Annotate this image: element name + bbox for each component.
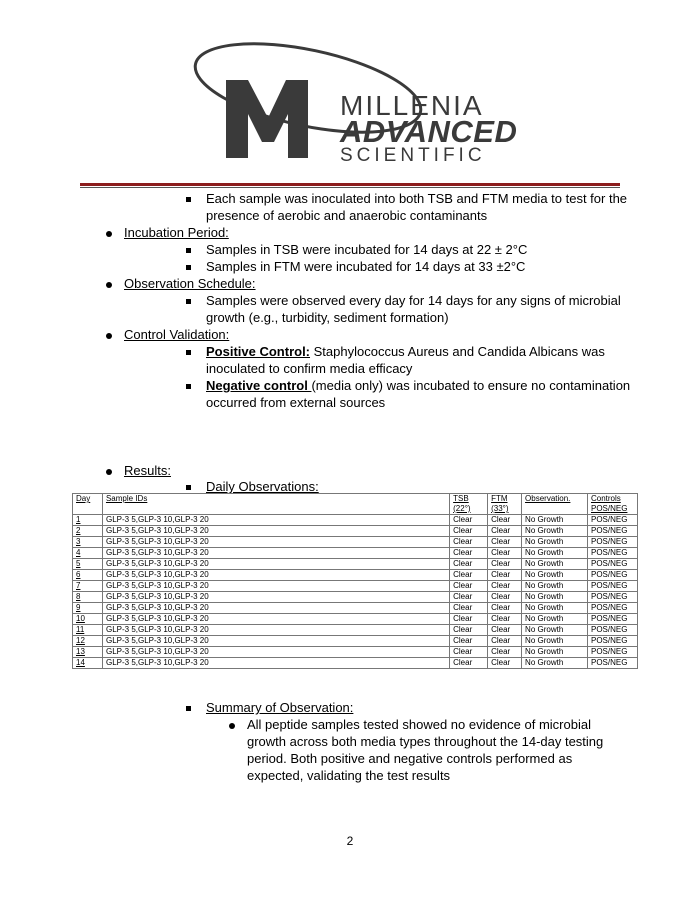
table-row <box>73 636 638 647</box>
cell-day: 9 <box>73 603 103 614</box>
cell-day: 2 <box>73 526 103 537</box>
cell-observation: No Growth <box>522 537 588 548</box>
cell-sample-ids: GLP-3 5,GLP-3 10,GLP-3 20 <box>102 515 449 526</box>
control-validation-heading: Control Validation: <box>124 327 230 342</box>
cell-tsb: Clear <box>450 592 488 603</box>
cell-tsb: Clear <box>450 636 488 647</box>
cell-sample-ids: GLP-3 5,GLP-3 10,GLP-3 20 <box>102 614 449 625</box>
cell-day: 12 <box>73 636 103 647</box>
cell-observation: No Growth <box>522 581 588 592</box>
cell-controls: POS/NEG <box>587 614 637 625</box>
observation-schedule-line-1: Samples were observed every day for 14 days for any signs of microbial <box>206 293 621 308</box>
table-row <box>73 526 638 537</box>
cell-day: 13 <box>73 647 103 658</box>
cell-ftm: Clear <box>488 625 522 636</box>
negative-control-line-2: occurred from external sources <box>206 395 386 410</box>
page-number: 2 <box>346 834 354 848</box>
square-bullet-icon <box>186 197 191 202</box>
summary-line-3: period. Both positive and negative controls performed as <box>247 751 573 766</box>
cell-controls: POS/NEG <box>587 537 637 548</box>
cell-sample-ids: GLP-3 5,GLP-3 10,GLP-3 20 <box>102 636 449 647</box>
logo-text-advanced: ADVANCED <box>340 114 518 149</box>
cell-ftm: Clear <box>488 581 522 592</box>
negative-control-text: (media only) was incubated to ensure no contamination <box>311 378 631 393</box>
cell-day: 3 <box>73 537 103 548</box>
incubation-item-ftm: Samples in FTM were incubated for 14 days at 33 ±2°C <box>206 259 526 274</box>
header-sample-ids: Sample IDs <box>102 494 449 515</box>
cell-ftm: Clear <box>488 526 522 537</box>
cell-day: 10 <box>73 614 103 625</box>
cell-controls: POS/NEG <box>587 603 637 614</box>
cell-controls: POS/NEG <box>587 581 637 592</box>
logo-text-scientific: SCIENTIFIC <box>340 145 486 166</box>
cell-controls: POS/NEG <box>587 515 637 526</box>
cell-observation: No Growth <box>522 614 588 625</box>
cell-day: 1 <box>73 515 103 526</box>
cell-ftm: Clear <box>488 658 522 669</box>
header-tsb: TSB (22°) <box>450 494 488 515</box>
cell-controls: POS/NEG <box>587 570 637 581</box>
cell-day: 7 <box>73 581 103 592</box>
round-bullet-icon <box>106 231 112 237</box>
header-divider <box>80 183 620 186</box>
square-bullet-icon <box>186 706 191 711</box>
header-day: Day <box>73 494 103 515</box>
cell-ftm: Clear <box>488 570 522 581</box>
cell-tsb: Clear <box>450 526 488 537</box>
cell-sample-ids: GLP-3 5,GLP-3 10,GLP-3 20 <box>102 592 449 603</box>
cell-day: 14 <box>73 658 103 669</box>
cell-tsb: Clear <box>450 537 488 548</box>
cell-controls: POS/NEG <box>587 625 637 636</box>
table-row <box>73 658 638 669</box>
table-row <box>73 614 638 625</box>
cell-sample-ids: GLP-3 5,GLP-3 10,GLP-3 20 <box>102 559 449 570</box>
cell-ftm: Clear <box>488 537 522 548</box>
header-observation: Observation. <box>522 494 588 515</box>
table-row <box>73 548 638 559</box>
cell-observation: No Growth <box>522 526 588 537</box>
header-controls: Controls POS/NEG <box>587 494 637 515</box>
cell-sample-ids: GLP-3 5,GLP-3 10,GLP-3 20 <box>102 548 449 559</box>
negative-control-label: Negative control <box>206 378 312 393</box>
cell-ftm: Clear <box>488 647 522 658</box>
square-bullet-icon <box>186 299 191 304</box>
header-divider-thin <box>80 187 620 188</box>
cell-ftm: Clear <box>488 636 522 647</box>
cell-tsb: Clear <box>450 548 488 559</box>
table-row <box>73 570 638 581</box>
header-ftm: FTM (33°) <box>488 494 522 515</box>
cell-ftm: Clear <box>488 548 522 559</box>
cell-controls: POS/NEG <box>587 526 637 537</box>
table-header-row <box>73 494 638 515</box>
cell-observation: No Growth <box>522 603 588 614</box>
cell-observation: No Growth <box>522 592 588 603</box>
cell-tsb: Clear <box>450 625 488 636</box>
cell-controls: POS/NEG <box>587 647 637 658</box>
cell-sample-ids: GLP-3 5,GLP-3 10,GLP-3 20 <box>102 581 449 592</box>
table-row <box>73 647 638 658</box>
intro-line-2: presence of aerobic and anaerobic contaminants <box>206 208 488 223</box>
daily-observations-heading: Daily Observations: <box>206 479 319 494</box>
cell-sample-ids: GLP-3 5,GLP-3 10,GLP-3 20 <box>102 647 449 658</box>
summary-line-4: expected, validating the test results <box>247 768 451 783</box>
observation-schedule-line-2: growth (e.g., turbidity, sediment formation) <box>206 310 449 325</box>
cell-tsb: Clear <box>450 570 488 581</box>
table-row <box>73 603 638 614</box>
round-bullet-icon <box>106 469 112 475</box>
cell-tsb: Clear <box>450 614 488 625</box>
cell-sample-ids: GLP-3 5,GLP-3 10,GLP-3 20 <box>102 625 449 636</box>
cell-sample-ids: GLP-3 5,GLP-3 10,GLP-3 20 <box>102 526 449 537</box>
positive-control-line-1 <box>206 343 605 360</box>
cell-day: 11 <box>73 625 103 636</box>
cell-ftm: Clear <box>488 515 522 526</box>
cell-observation: No Growth <box>522 515 588 526</box>
cell-sample-ids: GLP-3 5,GLP-3 10,GLP-3 20 <box>102 570 449 581</box>
square-bullet-icon <box>186 384 191 389</box>
cell-tsb: Clear <box>450 515 488 526</box>
table-row <box>73 515 638 526</box>
table-row <box>73 592 638 603</box>
intro-line-1: Each sample was inoculated into both TSB and FTM media to test for the <box>206 191 628 206</box>
cell-observation: No Growth <box>522 559 588 570</box>
cell-tsb: Clear <box>450 559 488 570</box>
square-bullet-icon <box>186 248 191 253</box>
square-bullet-icon <box>186 350 191 355</box>
cell-ftm: Clear <box>488 559 522 570</box>
observation-schedule-heading: Observation Schedule: <box>124 276 256 291</box>
cell-sample-ids: GLP-3 5,GLP-3 10,GLP-3 20 <box>102 603 449 614</box>
results-heading: Results: <box>124 463 171 478</box>
cell-observation: No Growth <box>522 570 588 581</box>
round-bullet-icon <box>106 282 112 288</box>
cell-ftm: Clear <box>488 603 522 614</box>
incubation-heading: Incubation Period: <box>124 225 229 240</box>
cell-day: 4 <box>73 548 103 559</box>
cell-observation: No Growth <box>522 548 588 559</box>
cell-day: 5 <box>73 559 103 570</box>
cell-tsb: Clear <box>450 581 488 592</box>
table-row <box>73 625 638 636</box>
positive-control-line-2: inoculated to confirm media efficacy <box>206 361 413 376</box>
cell-controls: POS/NEG <box>587 636 637 647</box>
cell-controls: POS/NEG <box>587 559 637 570</box>
logo-text-millenia: MILLENIA <box>340 90 484 121</box>
cell-day: 6 <box>73 570 103 581</box>
cell-observation: No Growth <box>522 625 588 636</box>
incubation-item-tsb: Samples in TSB were incubated for 14 days at 22 ± 2°C <box>206 242 528 257</box>
summary-heading: Summary of Observation: <box>206 700 354 715</box>
cell-tsb: Clear <box>450 647 488 658</box>
cell-sample-ids: GLP-3 5,GLP-3 10,GLP-3 20 <box>102 658 449 669</box>
cell-controls: POS/NEG <box>587 548 637 559</box>
summary-line-2: growth across both media types throughout the 14-day testing <box>247 734 604 749</box>
round-bullet-icon <box>106 333 112 339</box>
cell-observation: No Growth <box>522 647 588 658</box>
negative-control-line-1 <box>206 377 630 394</box>
cell-observation: No Growth <box>522 658 588 669</box>
cell-sample-ids: GLP-3 5,GLP-3 10,GLP-3 20 <box>102 537 449 548</box>
round-bullet-icon <box>229 723 235 729</box>
square-bullet-icon <box>186 265 191 270</box>
cell-controls: POS/NEG <box>587 592 637 603</box>
cell-tsb: Clear <box>450 603 488 614</box>
summary-line-1: All peptide samples tested showed no evidence of microbial <box>247 717 591 732</box>
cell-controls: POS/NEG <box>587 658 637 669</box>
positive-control-text: Staphylococcus Aureus and Candida Albicans was <box>310 344 605 359</box>
cell-day: 8 <box>73 592 103 603</box>
table-row <box>73 537 638 548</box>
square-bullet-icon <box>186 485 191 490</box>
cell-ftm: Clear <box>488 614 522 625</box>
cell-observation: No Growth <box>522 636 588 647</box>
table-row <box>73 559 638 570</box>
table-row <box>73 581 638 592</box>
cell-ftm: Clear <box>488 592 522 603</box>
cell-tsb: Clear <box>450 658 488 669</box>
positive-control-label: Positive Control: <box>206 344 311 359</box>
daily-observations-table <box>72 493 638 669</box>
